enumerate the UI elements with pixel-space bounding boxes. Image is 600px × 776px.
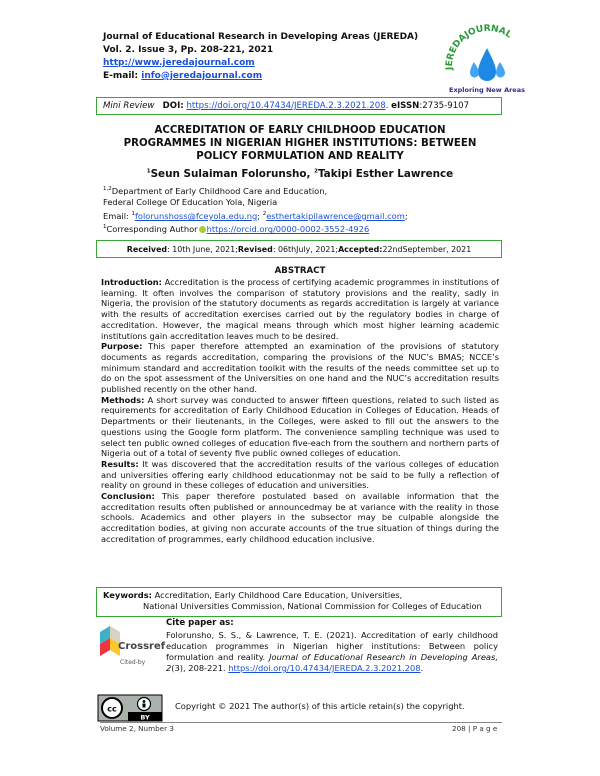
doi-bar: Mini Review DOI: https://doi.org/10.47434/JEREDA.2.3.2021.208 . eISSN :2735-9107 bbox=[96, 97, 502, 115]
journal-header bbox=[103, 31, 433, 83]
email-label: E-mail: bbox=[103, 71, 139, 81]
article-type: Mini Review bbox=[103, 101, 155, 111]
svg-text:cc: cc bbox=[107, 704, 117, 714]
citation-doi-link[interactable]: https://doi.org/10.47434/JEREDA.2.3.2021.208 bbox=[228, 663, 421, 673]
abstract-purpose: Purpose: This paper therefore attempted an examination of the provisions of statutory documents as regards accreditation, comparing the provisions of the NUC’s BMAS; NCCE’s minimum standard and accreditation toolkit with the results of the needs committee set up to do on the spot assessment of the Universities on one hand and the NUC’s accreditation results published recently on the other hand. bbox=[101, 341, 499, 395]
abstract-body bbox=[101, 277, 499, 545]
copyright-notice: Copyright © 2021 The author(s) of this article retain(s) the copyright. bbox=[175, 701, 465, 711]
author2-email-link[interactable]: esthertakipilawrence@gmail.com bbox=[266, 210, 405, 221]
college: Federal College Of Education Yola, Nigeria bbox=[103, 197, 278, 208]
journal-logo bbox=[438, 24, 536, 96]
abstract-introduction: Introduction: Accreditation is the process of certifying academic programmes in institutions of learning. It often involves the comparison of statutory provisions and the reality, sadly in Nigeria, the provision of the statutory documents as regards accreditation is largely at variance with the results of accreditation exercises carried out by the regulatory bodies in charge of accreditation. However, the magical means through which most higher learning academic institutions gain accreditation leaves much to be desired. bbox=[101, 277, 499, 341]
eissn-label: eISSN bbox=[391, 101, 420, 111]
accepted-date: 22ndSeptember, 2021 bbox=[382, 244, 472, 254]
crossref-sub: Cited-by bbox=[120, 659, 146, 666]
title-line: PROGRAMMES IN NIGERIAN HIGHER INSTITUTIONS: BETWEEN bbox=[123, 138, 477, 149]
citation: Folorunsho, S. S., & Lawrence, T. E. (2021). Accreditation of early childhood education programmes in Nigerian higher institutions: Between policy formulation and reality. Journal of Educational Research in Developing Areas, 2(3), 208-221. https://doi.org/10.47434/JEREDA.2.3.2021.208. bbox=[166, 630, 498, 673]
abstract-heading: ABSTRACT bbox=[274, 266, 326, 276]
abstract-conclusion: Conclusion: This paper therefore postulated based on available information that the accreditation results often published or announcedmay be at variance with the reality in those schools. Academics and other players in the subsector may be culpable alongside the accreditation bodies, at giving non accurate accounts of the true situation of things during the accreditation of programmes, early childhood education inclusive. bbox=[101, 491, 499, 544]
title-line: ACCREDITATION OF EARLY CHILDHOOD EDUCATION bbox=[154, 125, 446, 136]
crossref-name: Crossref bbox=[118, 641, 166, 652]
footer-volume: Volume 2, Number 3 bbox=[100, 724, 174, 733]
journal-volume: Vol. 2. Issue 3, Pp. 208-221, 2021 bbox=[103, 45, 274, 55]
water-drop-icon bbox=[478, 48, 496, 81]
abstract-results: Results: It was discovered that the accreditation results of the various colleges of education and universities offering early childhood educationmay not be said to be fully a reflection of reality on ground in these colleges of education and universities. bbox=[101, 458, 499, 491]
department: Department of Early Childhood Care and Education, bbox=[111, 185, 328, 196]
author-2: Takipi Esther Lawrence bbox=[317, 168, 454, 180]
doi-link[interactable]: https://doi.org/10.47434/JEREDA.2.3.2021.208 bbox=[186, 101, 386, 111]
revised-date: : 06thJuly, 2021; bbox=[272, 244, 339, 254]
title-line: POLICY FORMULATION AND REALITY bbox=[196, 151, 404, 162]
author1-email-link[interactable]: folorunshoss@fceyola.edu.ng bbox=[134, 210, 258, 221]
paper-title bbox=[110, 124, 490, 163]
dates-bar: Received : 10th June, 2021; Revised : 06thJuly, 2021; Accepted: 22ndSeptember, 2021 bbox=[96, 240, 502, 258]
journal-email-link[interactable]: info@jeredajournal.com bbox=[141, 71, 263, 81]
journal-name: Journal of Educational Research in Developing Areas (JEREDA) bbox=[103, 32, 419, 42]
keywords-line-2: National Universities Commission, National Commission for Colleges of Education bbox=[143, 601, 482, 611]
crossref-logo[interactable] bbox=[96, 622, 166, 670]
orcid-link[interactable]: https://orcid.org/0000-0002-3552-4926 bbox=[206, 224, 370, 235]
cc-by-license-badge[interactable] bbox=[98, 695, 162, 721]
author-1: Seun Sulaiman Folorunsho, bbox=[150, 168, 315, 180]
authors: $^1$Seun Sulaiman Folorunsho, $^2$Takipi Esther Lawrence bbox=[146, 168, 454, 180]
eissn-value: :2735-9107 bbox=[419, 101, 470, 111]
logo-arc-text: JEREDAJOURNAL bbox=[444, 24, 514, 71]
doi-label: DOI: bbox=[162, 101, 184, 111]
keywords-line-1: Accreditation, Early Childhood Care Education, Universities, bbox=[151, 590, 403, 600]
abstract-methods: Methods: A short survey was conducted to answer fifteen questions, related to such listed as requirements for accreditation of Early Childhood Education in Colleges of Education. Heads of Departments or their lieutenants, in the Colleges, were asked to fill out the answers to the questions using the Google form platform. The convenience sampling technique was used to select ten public owned colleges of education five-each from the southern and northern parts of Nigeria out of a total of seventy five public owned colleges of education. bbox=[101, 394, 499, 459]
affiliation: $^{1,2}$Department of Early Childhood Care and Education, Federal College Of Education Yola, Nigeria Email: $^1$folorunshoss@fceyola.edu.ng; $^2$esthertakipilawrence@gmail.com; $^1$Corresponding Author https://orcid.org/0000-0002-3552-4926 bbox=[103, 184, 503, 236]
received-date: : 10th June, 2021; bbox=[167, 244, 238, 254]
footer-page-number: 208 | P a g e bbox=[452, 724, 498, 733]
logo-tagline: Exploring New Areas bbox=[449, 86, 525, 94]
journal-website-link[interactable]: http://www.jeredajournal.com bbox=[103, 58, 255, 68]
orcid-icon bbox=[199, 226, 206, 233]
footer-divider bbox=[100, 722, 502, 723]
keywords-box: Keywords: Accreditation, Early Childhood Care Education, Universities, National Universities Commission, National Commission for Colleges of Education bbox=[96, 587, 502, 617]
cc-by-label: BY bbox=[140, 713, 150, 722]
cite-heading: Cite paper as: bbox=[166, 618, 234, 628]
